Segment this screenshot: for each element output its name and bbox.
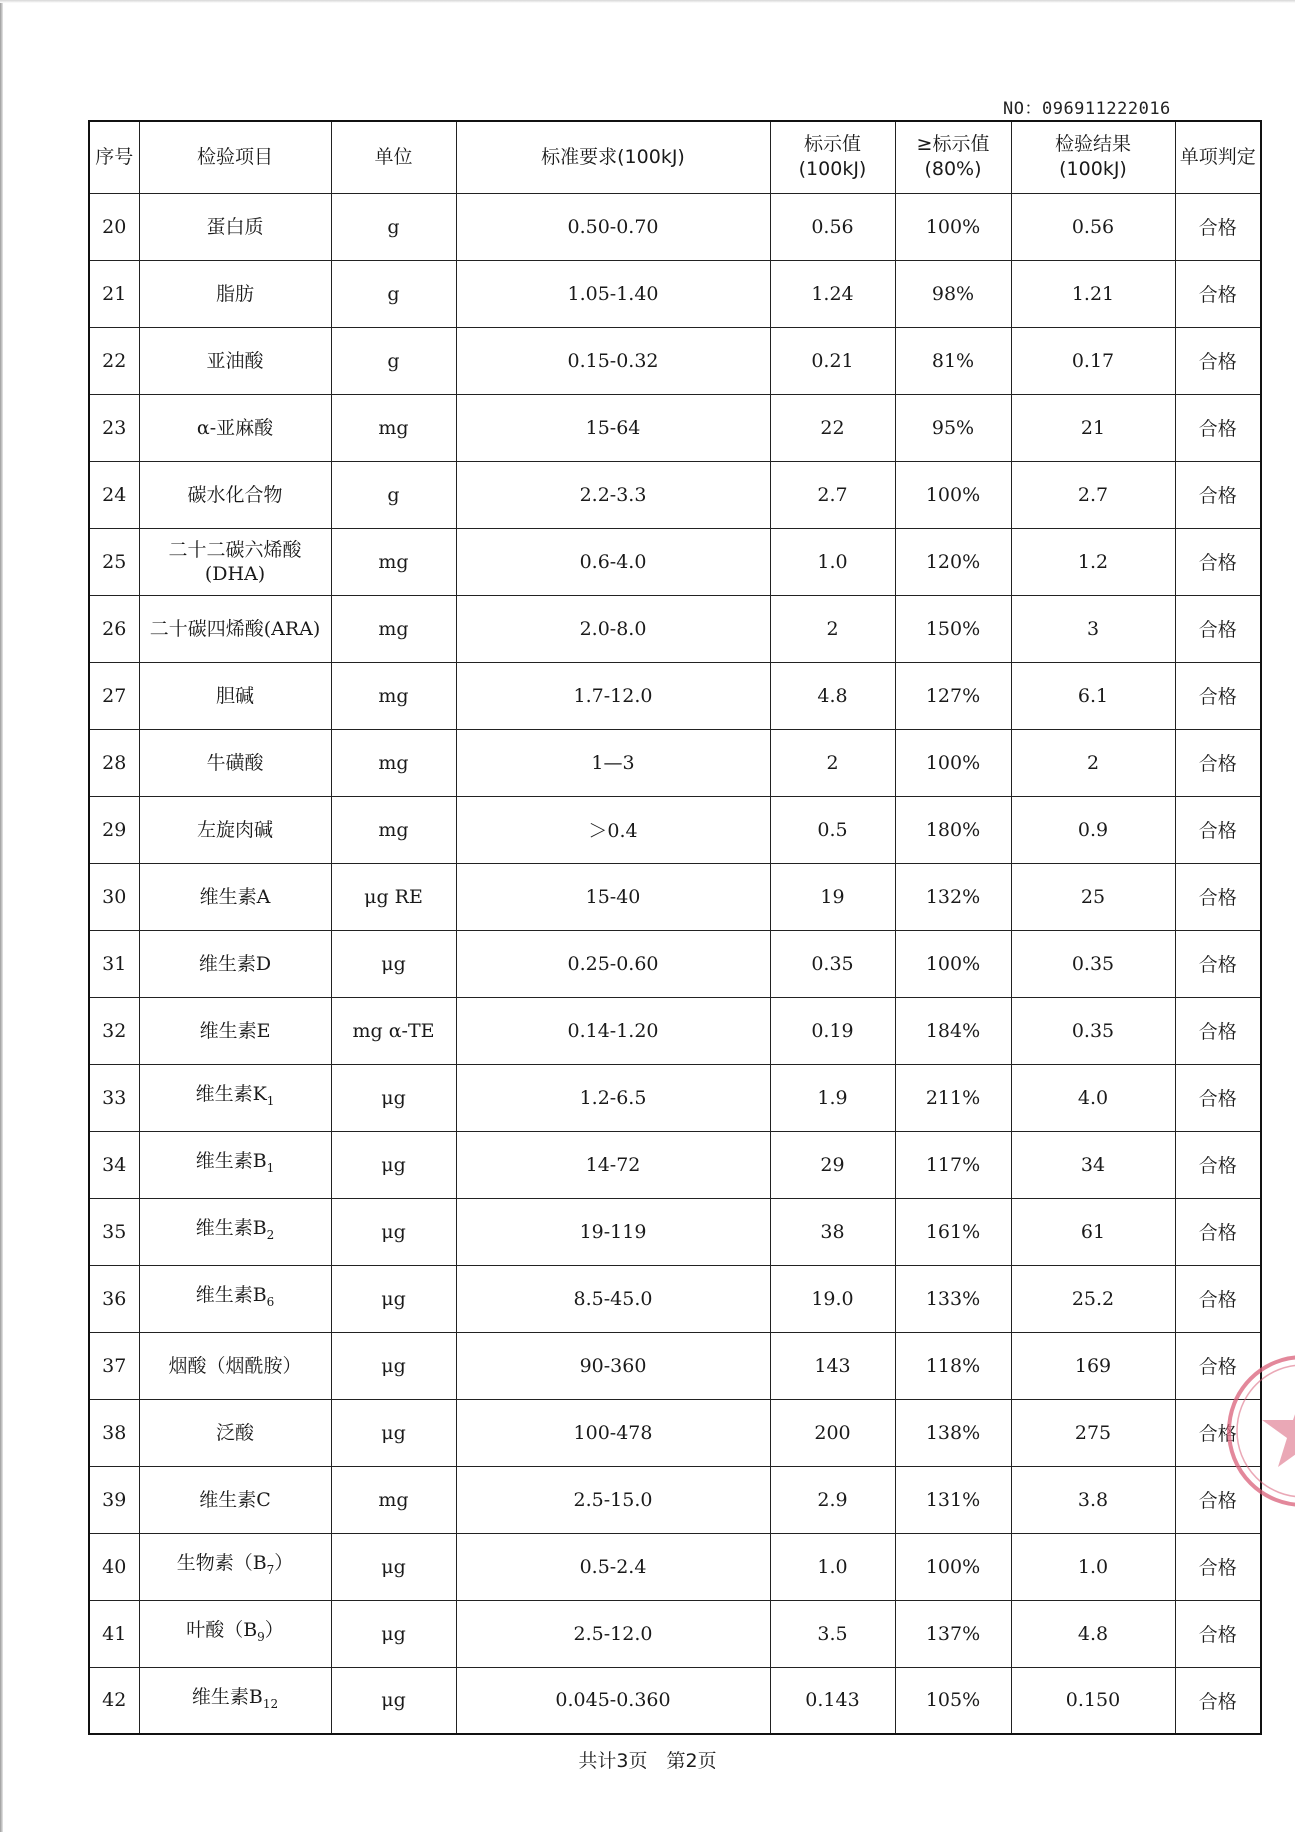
cell-label-value: 1.24 xyxy=(770,260,895,327)
cell-item xyxy=(139,193,331,260)
cell-item xyxy=(139,1466,331,1533)
scan-edge xyxy=(0,0,3,1832)
header-percent-line1: ≥标示值 xyxy=(916,133,990,156)
cell-result: 4.0 xyxy=(1011,1064,1175,1131)
cell-standard: 2.0-8.0 xyxy=(456,595,770,662)
cell-verdict: 合格 xyxy=(1175,260,1261,327)
cell-percent: 100% xyxy=(895,193,1011,260)
table-row xyxy=(89,796,1261,863)
cell-unit: mg xyxy=(331,595,456,662)
cell-result: 0.35 xyxy=(1011,997,1175,1064)
cell-result: 6.1 xyxy=(1011,662,1175,729)
cell-standard: 0.6-4.0 xyxy=(456,528,770,595)
cell-percent: 133% xyxy=(895,1265,1011,1332)
item-subscript: 6 xyxy=(266,1294,275,1309)
table-row xyxy=(89,1399,1261,1466)
page-footer: 共计3页 第2页 xyxy=(578,1750,717,1772)
cell-seq: 22 xyxy=(89,327,139,394)
cell-result: 0.9 xyxy=(1011,796,1175,863)
cell-verdict: 合格 xyxy=(1175,729,1261,796)
cell-label-value: 22 xyxy=(770,394,895,461)
table-row xyxy=(89,1265,1261,1332)
cell-percent: 120% xyxy=(895,528,1011,595)
cell-verdict: 合格 xyxy=(1175,1198,1261,1265)
header-unit: 单位 xyxy=(331,121,456,193)
cell-verdict: 合格 xyxy=(1175,1399,1261,1466)
cell-verdict: 合格 xyxy=(1175,1600,1261,1667)
cell-unit: g xyxy=(331,327,456,394)
item-name: 维生素C xyxy=(199,1488,271,1511)
cell-label-value: 1.0 xyxy=(770,528,895,595)
cell-result: 61 xyxy=(1011,1198,1175,1265)
cell-standard: 1.7-12.0 xyxy=(456,662,770,729)
cell-seq: 24 xyxy=(89,461,139,528)
item-name: 维生素B xyxy=(191,1685,263,1708)
cell-item xyxy=(139,1667,331,1734)
cell-item xyxy=(139,796,331,863)
cell-standard: 100-478 xyxy=(456,1399,770,1466)
item-name: α-亚麻酸 xyxy=(196,416,274,439)
cell-result: 1.21 xyxy=(1011,260,1175,327)
table-row xyxy=(89,1332,1261,1399)
item-name: 二十碳四烯酸(ARA) xyxy=(149,617,321,640)
cell-unit: μg RE xyxy=(331,863,456,930)
cell-label-value: 38 xyxy=(770,1198,895,1265)
cell-item xyxy=(139,662,331,729)
cell-unit: mg xyxy=(331,729,456,796)
cell-percent: 100% xyxy=(895,930,1011,997)
cell-verdict: 合格 xyxy=(1175,930,1261,997)
item-name-line2: (DHA) xyxy=(204,562,266,585)
header-percent-line2: (80%) xyxy=(924,158,982,181)
cell-label-value: 0.143 xyxy=(770,1667,895,1734)
table-body xyxy=(89,193,1261,1734)
cell-result: 0.56 xyxy=(1011,193,1175,260)
cell-result: 2 xyxy=(1011,729,1175,796)
table-row xyxy=(89,1064,1261,1131)
cell-seq: 37 xyxy=(89,1332,139,1399)
item-subscript: 2 xyxy=(266,1227,275,1242)
item-name: 牛磺酸 xyxy=(206,751,264,774)
cell-percent: 138% xyxy=(895,1399,1011,1466)
cell-percent: 127% xyxy=(895,662,1011,729)
cell-percent: 117% xyxy=(895,1131,1011,1198)
cell-verdict: 合格 xyxy=(1175,796,1261,863)
cell-unit: μg xyxy=(331,1198,456,1265)
cell-verdict: 合格 xyxy=(1175,1466,1261,1533)
cell-verdict: 合格 xyxy=(1175,1131,1261,1198)
table-row xyxy=(89,327,1261,394)
table-row xyxy=(89,1131,1261,1198)
cell-item xyxy=(139,1332,331,1399)
table-row xyxy=(89,863,1261,930)
cell-unit: μg xyxy=(331,1332,456,1399)
cell-unit: μg xyxy=(331,930,456,997)
cell-unit: g xyxy=(331,461,456,528)
cell-unit: μg xyxy=(331,1265,456,1332)
item-name: 二十二碳六烯酸 xyxy=(168,538,302,561)
cell-result: 0.35 xyxy=(1011,930,1175,997)
cell-standard: 2.5-15.0 xyxy=(456,1466,770,1533)
cell-verdict: 合格 xyxy=(1175,1265,1261,1332)
cell-seq: 36 xyxy=(89,1265,139,1332)
cell-unit: mg xyxy=(331,796,456,863)
cell-verdict: 合格 xyxy=(1175,662,1261,729)
cell-unit: μg xyxy=(331,1600,456,1667)
item-name: 烟酸（烟酰胺） xyxy=(168,1354,302,1377)
item-name: 蛋白质 xyxy=(206,215,264,238)
item-name: 维生素D xyxy=(198,952,272,975)
header-result-line1: 检验结果 xyxy=(1054,133,1131,156)
cell-percent: 98% xyxy=(895,260,1011,327)
cell-percent: 137% xyxy=(895,1600,1011,1667)
cell-item xyxy=(139,930,331,997)
table-row xyxy=(89,1198,1261,1265)
cell-verdict: 合格 xyxy=(1175,1064,1261,1131)
cell-item xyxy=(139,1600,331,1667)
cell-standard: 0.15-0.32 xyxy=(456,327,770,394)
table-row xyxy=(89,260,1261,327)
cell-seq: 33 xyxy=(89,1064,139,1131)
table-row xyxy=(89,528,1261,595)
cell-standard: 8.5-45.0 xyxy=(456,1265,770,1332)
cell-standard: 1.2-6.5 xyxy=(456,1064,770,1131)
header-percent xyxy=(895,121,1011,193)
cell-verdict: 合格 xyxy=(1175,595,1261,662)
cell-standard: 0.14-1.20 xyxy=(456,997,770,1064)
table-row xyxy=(89,997,1261,1064)
cell-verdict: 合格 xyxy=(1175,327,1261,394)
cell-label-value: 19.0 xyxy=(770,1265,895,1332)
item-name: 脂肪 xyxy=(215,282,254,305)
cell-seq: 35 xyxy=(89,1198,139,1265)
cell-unit: mg xyxy=(331,394,456,461)
item-name: 碳水化合物 xyxy=(187,483,283,506)
cell-result: 25 xyxy=(1011,863,1175,930)
cell-label-value: 0.21 xyxy=(770,327,895,394)
item-subscript: 1 xyxy=(266,1093,275,1108)
cell-unit: g xyxy=(331,260,456,327)
header-result-line2: (100kJ) xyxy=(1059,158,1127,181)
cell-unit: μg xyxy=(331,1064,456,1131)
cell-verdict: 合格 xyxy=(1175,1533,1261,1600)
cell-percent: 100% xyxy=(895,729,1011,796)
cell-seq: 23 xyxy=(89,394,139,461)
cell-verdict: 合格 xyxy=(1175,1667,1261,1734)
cell-unit: μg xyxy=(331,1667,456,1734)
cell-seq: 30 xyxy=(89,863,139,930)
table-row xyxy=(89,662,1261,729)
item-subscript: 9 xyxy=(257,1629,265,1644)
header-label-value-line2: (100kJ) xyxy=(798,158,867,181)
cell-label-value: 2.7 xyxy=(770,461,895,528)
table-row xyxy=(89,595,1261,662)
cell-standard: 0.045-0.360 xyxy=(456,1667,770,1734)
cell-seq: 39 xyxy=(89,1466,139,1533)
cell-result: 169 xyxy=(1011,1332,1175,1399)
cell-standard: 1—3 xyxy=(456,729,770,796)
table-row xyxy=(89,1600,1261,1667)
cell-unit: μg xyxy=(331,1533,456,1600)
cell-seq: 34 xyxy=(89,1131,139,1198)
cell-percent: 100% xyxy=(895,461,1011,528)
cell-label-value: 0.35 xyxy=(770,930,895,997)
cell-item xyxy=(139,1533,331,1600)
cell-item xyxy=(139,327,331,394)
cell-item xyxy=(139,528,331,595)
item-suffix: ） xyxy=(264,1619,284,1642)
scan-edge-top xyxy=(0,0,1295,3)
table-row xyxy=(89,1466,1261,1533)
cell-seq: 21 xyxy=(89,260,139,327)
cell-item xyxy=(139,394,331,461)
item-name: 叶酸（B xyxy=(186,1619,258,1642)
document-number: NO：096911222016 xyxy=(1003,99,1171,119)
cell-verdict: 合格 xyxy=(1175,461,1261,528)
cell-seq: 32 xyxy=(89,997,139,1064)
cell-verdict: 合格 xyxy=(1175,394,1261,461)
cell-label-value: 0.19 xyxy=(770,997,895,1064)
item-name: 维生素B xyxy=(195,1284,267,1307)
cell-label-value: 3.5 xyxy=(770,1600,895,1667)
cell-standard: 1.05-1.40 xyxy=(456,260,770,327)
cell-result: 1.2 xyxy=(1011,528,1175,595)
item-subscript: 1 xyxy=(266,1160,275,1175)
cell-unit: g xyxy=(331,193,456,260)
item-name: 维生素A xyxy=(199,885,271,908)
cell-unit: μg xyxy=(331,1131,456,1198)
cell-unit: mg xyxy=(331,1466,456,1533)
item-name: 生物素（B xyxy=(176,1552,267,1575)
item-name: 维生素B xyxy=(195,1150,267,1173)
cell-seq: 25 xyxy=(89,528,139,595)
cell-seq: 38 xyxy=(89,1399,139,1466)
cell-percent: 105% xyxy=(895,1667,1011,1734)
cell-unit: mg xyxy=(331,528,456,595)
cell-seq: 29 xyxy=(89,796,139,863)
cell-item xyxy=(139,1399,331,1466)
header-seq: 序号 xyxy=(89,121,139,193)
cell-seq: 41 xyxy=(89,1600,139,1667)
header-standard: 标准要求(100kJ) xyxy=(456,121,770,193)
cell-percent: 132% xyxy=(895,863,1011,930)
item-subscript: 12 xyxy=(262,1696,279,1711)
table-row xyxy=(89,729,1261,796)
cell-label-value: 200 xyxy=(770,1399,895,1466)
cell-label-value: 0.56 xyxy=(770,193,895,260)
table-row xyxy=(89,394,1261,461)
cell-label-value: 0.5 xyxy=(770,796,895,863)
cell-item xyxy=(139,729,331,796)
cell-result: 2.7 xyxy=(1011,461,1175,528)
cell-percent: 150% xyxy=(895,595,1011,662)
item-name: 维生素E xyxy=(199,1019,271,1042)
cell-item xyxy=(139,1265,331,1332)
cell-verdict: 合格 xyxy=(1175,193,1261,260)
table-row xyxy=(89,930,1261,997)
table-row xyxy=(89,461,1261,528)
cell-seq: 42 xyxy=(89,1667,139,1734)
cell-percent: 100% xyxy=(895,1533,1011,1600)
cell-unit: mg α-TE xyxy=(331,997,456,1064)
cell-label-value: 19 xyxy=(770,863,895,930)
cell-percent: 118% xyxy=(895,1332,1011,1399)
cell-label-value: 2.9 xyxy=(770,1466,895,1533)
cell-label-value: 29 xyxy=(770,1131,895,1198)
item-name: 胆碱 xyxy=(215,684,254,707)
cell-percent: 184% xyxy=(895,997,1011,1064)
cell-seq: 26 xyxy=(89,595,139,662)
cell-item xyxy=(139,595,331,662)
cell-label-value: 143 xyxy=(770,1332,895,1399)
cell-item xyxy=(139,863,331,930)
cell-result: 3 xyxy=(1011,595,1175,662)
cell-seq: 28 xyxy=(89,729,139,796)
cell-verdict: 合格 xyxy=(1175,997,1261,1064)
item-name: 亚油酸 xyxy=(206,349,264,372)
cell-percent: 131% xyxy=(895,1466,1011,1533)
inspection-results-table xyxy=(88,120,1262,1735)
header-label-value xyxy=(770,121,895,193)
table-row xyxy=(89,193,1261,260)
cell-result: 1.0 xyxy=(1011,1533,1175,1600)
cell-unit: μg xyxy=(331,1399,456,1466)
cell-percent: 81% xyxy=(895,327,1011,394)
cell-item xyxy=(139,1131,331,1198)
item-name: 泛酸 xyxy=(215,1421,254,1444)
cell-item xyxy=(139,997,331,1064)
header-label-value-line1: 标示值 xyxy=(803,133,861,156)
cell-item xyxy=(139,1198,331,1265)
cell-result: 25.2 xyxy=(1011,1265,1175,1332)
cell-standard: 0.50-0.70 xyxy=(456,193,770,260)
cell-seq: 20 xyxy=(89,193,139,260)
cell-result: 34 xyxy=(1011,1131,1175,1198)
cell-percent: 211% xyxy=(895,1064,1011,1131)
cell-standard: 0.5-2.4 xyxy=(456,1533,770,1600)
cell-verdict: 合格 xyxy=(1175,528,1261,595)
cell-result: 21 xyxy=(1011,394,1175,461)
table-row xyxy=(89,1533,1261,1600)
item-suffix: ） xyxy=(274,1552,294,1575)
cell-result: 4.8 xyxy=(1011,1600,1175,1667)
cell-label-value: 4.8 xyxy=(770,662,895,729)
cell-result: 0.150 xyxy=(1011,1667,1175,1734)
cell-result: 3.8 xyxy=(1011,1466,1175,1533)
item-name: 维生素K xyxy=(195,1083,267,1106)
table-row xyxy=(89,1667,1261,1734)
cell-standard: 19-119 xyxy=(456,1198,770,1265)
cell-percent: 95% xyxy=(895,394,1011,461)
cell-seq: 31 xyxy=(89,930,139,997)
cell-seq: 40 xyxy=(89,1533,139,1600)
item-subscript: 7 xyxy=(266,1562,275,1577)
cell-seq: 27 xyxy=(89,662,139,729)
cell-unit: mg xyxy=(331,662,456,729)
item-name: 左旋肉碱 xyxy=(196,818,273,841)
header-item: 检验项目 xyxy=(139,121,331,193)
cell-verdict: 合格 xyxy=(1175,1332,1261,1399)
cell-item xyxy=(139,260,331,327)
cell-label-value: 1.0 xyxy=(770,1533,895,1600)
cell-standard: 2.2-3.3 xyxy=(456,461,770,528)
cell-label-value: 1.9 xyxy=(770,1064,895,1131)
header-result xyxy=(1011,121,1175,193)
cell-label-value: 2 xyxy=(770,729,895,796)
table-header-row xyxy=(89,121,1261,193)
cell-verdict: 合格 xyxy=(1175,863,1261,930)
cell-standard: ＞0.4 xyxy=(456,796,770,863)
cell-percent: 180% xyxy=(895,796,1011,863)
cell-standard: 0.25-0.60 xyxy=(456,930,770,997)
cell-standard: 2.5-12.0 xyxy=(456,1600,770,1667)
cell-standard: 14-72 xyxy=(456,1131,770,1198)
header-verdict: 单项判定 xyxy=(1175,121,1261,193)
cell-standard: 15-40 xyxy=(456,863,770,930)
cell-result: 275 xyxy=(1011,1399,1175,1466)
cell-result: 0.17 xyxy=(1011,327,1175,394)
cell-label-value: 2 xyxy=(770,595,895,662)
cell-standard: 90-360 xyxy=(456,1332,770,1399)
cell-standard: 15-64 xyxy=(456,394,770,461)
cell-item xyxy=(139,1064,331,1131)
cell-percent: 161% xyxy=(895,1198,1011,1265)
item-name: 维生素B xyxy=(195,1217,267,1240)
cell-item xyxy=(139,461,331,528)
